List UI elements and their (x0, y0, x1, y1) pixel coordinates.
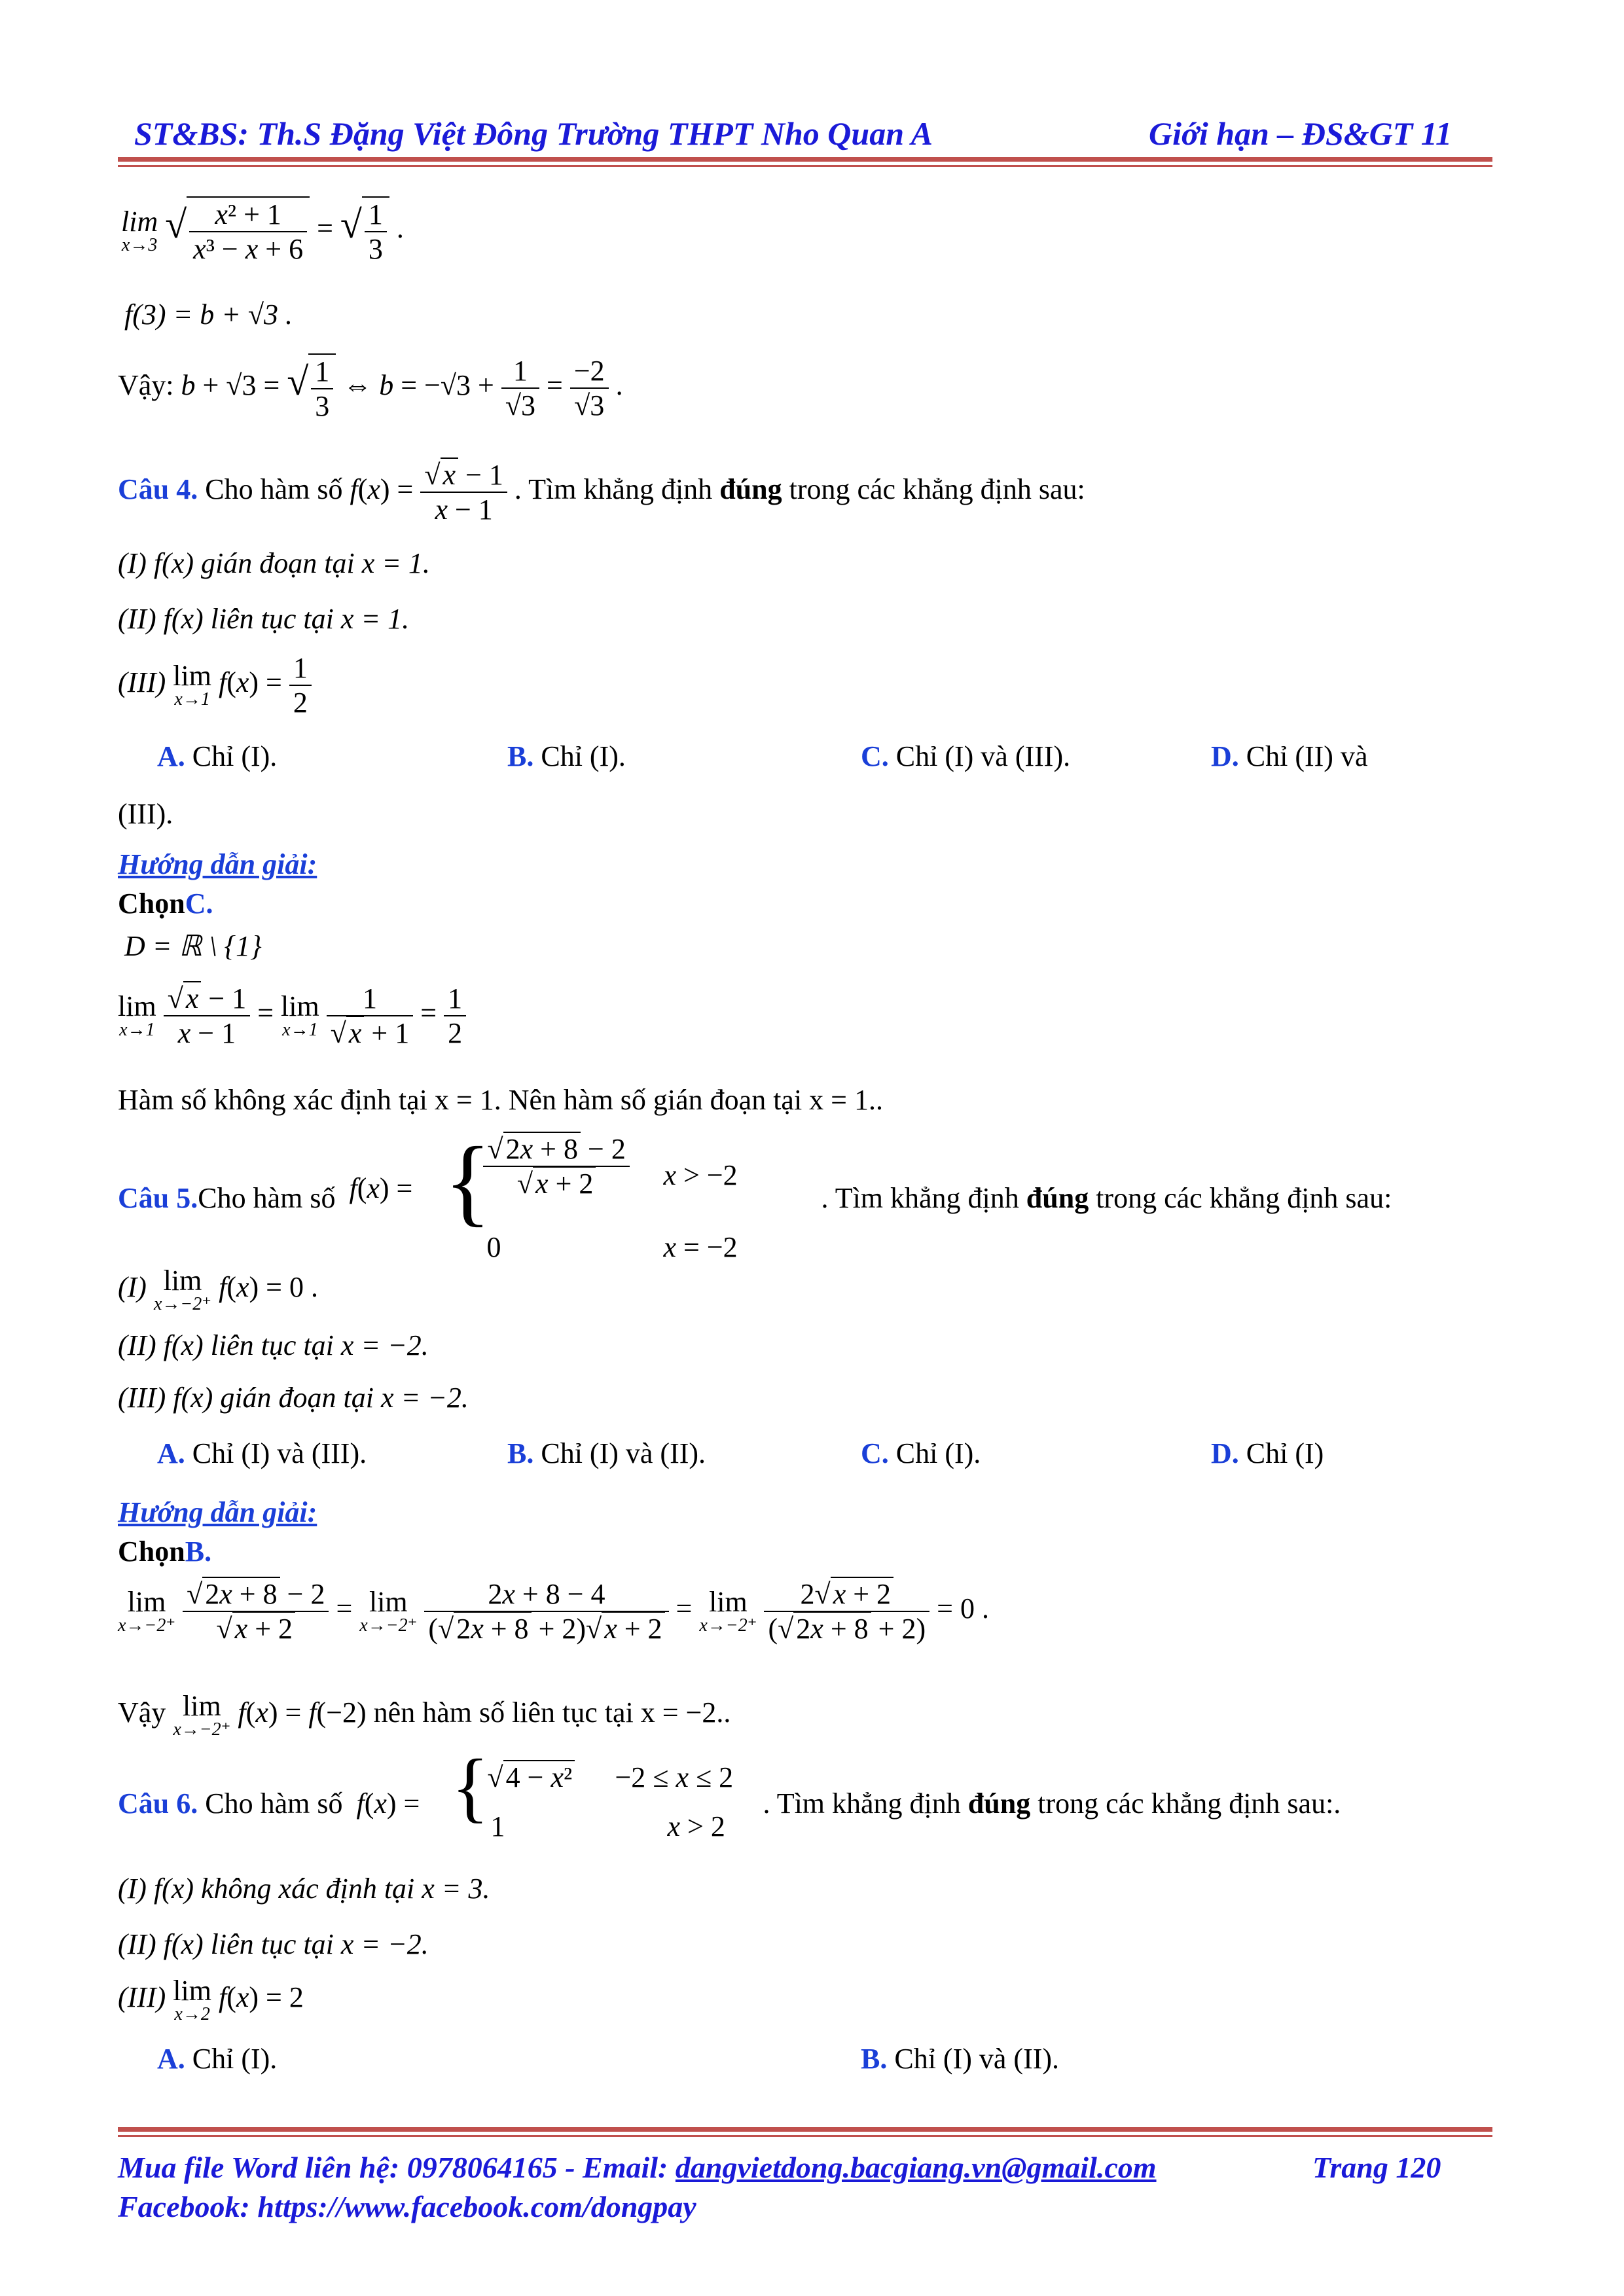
q6-statement-1: (I) f(x) không xác định tại x = 3. (118, 1873, 490, 1905)
q5-conclusion: Vậy lim x→−2⁺ f(x) = f(−2) nên hàm số liên tục tại x = −2.. (118, 1690, 731, 1740)
q6-stem: Câu 6. Cho hàm số f(x) = { √4 − x² −2 ≤ x ≤ 2 1 x > 2 . Tìm khẳng định đúng trong các khẳng định sau:. (118, 1743, 1341, 1842)
q5-stem: Câu 5.Cho hàm số f(x) = { $\frac{√2x + 8 - 2}{√x + 2}$ x > −2 0 x = −2 . Tìm khẳng định đúng trong các khẳng định sau: (118, 1127, 1392, 1263)
header-right: Giới hạn – ĐS&GT 11 (1149, 115, 1453, 152)
header-rule-thin (118, 165, 1492, 167)
q4-domain: D = ℝ \ {1} (124, 930, 262, 962)
q5-statement-3: (III) f(x) gián đoạn tại x = −2. (118, 1382, 469, 1414)
q4-option-c[interactable]: C. Chỉ (I) và (III). (861, 740, 1071, 772)
footer-email-link[interactable]: dangvietdong.bacgiang.vn@gmail.com (675, 2151, 1157, 2184)
q6-statement-2: (II) f(x) liên tục tại x = −2. (118, 1928, 429, 1960)
f3-line: f(3) = b + √3 . (124, 298, 293, 331)
q4-conclusion: Hàm số không xác định tại x = 1. Nên hàm số gián đoạn tại x = 1.. (118, 1084, 883, 1116)
q5-limit-calc: lim x→−2⁺ $\frac{√2x + 8 - 2}{√x + 2}$ = lim x→−2⁺ $\frac{2x + 8 - 4}{(√2x + 8 + 2)√x + 2}$ = lim x→−2⁺ $\frac{2√x + 2}{(√2x + 8 + 2)}$ = 0 . (118, 1578, 989, 1645)
q6-option-a[interactable]: A. Chỉ (I). (157, 2043, 278, 2075)
q4-option-d-cont: (III). (118, 798, 173, 830)
footer-rule-thin (118, 2135, 1492, 2137)
q5-statement-1: (I) lim x→−2⁺ f(x) = 0 . (118, 1265, 318, 1314)
q6-option-b[interactable]: B. Chỉ (I) và (II). (861, 2043, 1060, 2075)
q5-statement-2: (II) f(x) liên tục tại x = −2. (118, 1329, 429, 1361)
footer-facebook[interactable]: Facebook: https://www.facebook.com/dongpay (118, 2190, 696, 2223)
q4-stem: Câu 4. Cho hàm số f(x) = $\frac{√x - 1}{x - 1}$ . Tìm khẳng định đúng trong các khẳng định sau: (118, 459, 1085, 526)
q4-option-b[interactable]: B. Chỉ (I). (507, 740, 626, 772)
q4-choose: ChọnC. (118, 888, 213, 920)
footer-page-number: Trang 120 (1312, 2151, 1441, 2184)
q4-guide-heading: Hướng dẫn giải: (118, 848, 317, 880)
limit-sqrt-line: lim x→3 √ $\frac{\text{x² + 1}}{\text{x³ − x + 6}}$ = √ $\frac{1}{3}$ . (121, 196, 404, 266)
q5-option-b[interactable]: B. Chỉ (I) và (II). (507, 1437, 706, 1469)
footer-rule (118, 2127, 1492, 2132)
conclusion-b-line: Vậy: b + √3 = √ $\frac{1}{3}$ ⇔ b = −√3 + $\frac{1}{√3}$ = $\frac{-2}{√3}$ . (118, 355, 623, 422)
q5-option-a[interactable]: A. Chỉ (I) và (III). (157, 1437, 367, 1469)
header-left: ST&BS: Th.S Đặng Việt Đông Trường THPT Nho Quan A (134, 115, 933, 152)
q6-statement-3: (III) lim x→2 f(x) = 2 (118, 1975, 304, 2024)
q4-statement-1: (I) f(x) gián đoạn tại x = 1. (118, 547, 430, 579)
q5-option-c[interactable]: C. Chỉ (I). (861, 1437, 981, 1469)
footer-contact: Mua file Word liên hệ: 0978064165 - Email: dangvietdong.bacgiang.vn@gmail.com (118, 2151, 1157, 2184)
q4-option-a[interactable]: A. Chỉ (I). (157, 740, 278, 772)
header-rule (118, 157, 1492, 162)
q4-limit-calc: lim x→1 $\frac{√x - 1}{x - 1}$ = lim x→1 $\frac{1}{√x + 1}$ = $\frac{1}{2}$ (118, 982, 466, 1050)
q4-statement-2: (II) f(x) liên tục tại x = 1. (118, 603, 410, 635)
q4-statement-3: (III) lim x→1 f(x) = $\frac{1}{2}$ (118, 651, 312, 719)
q4-option-d[interactable]: D. Chỉ (II) và (1211, 740, 1368, 772)
q5-option-d[interactable]: D. Chỉ (I) (1211, 1437, 1324, 1469)
q5-guide-heading: Hướng dẫn giải: (118, 1496, 317, 1528)
q5-choose: ChọnB. (118, 1535, 212, 1568)
